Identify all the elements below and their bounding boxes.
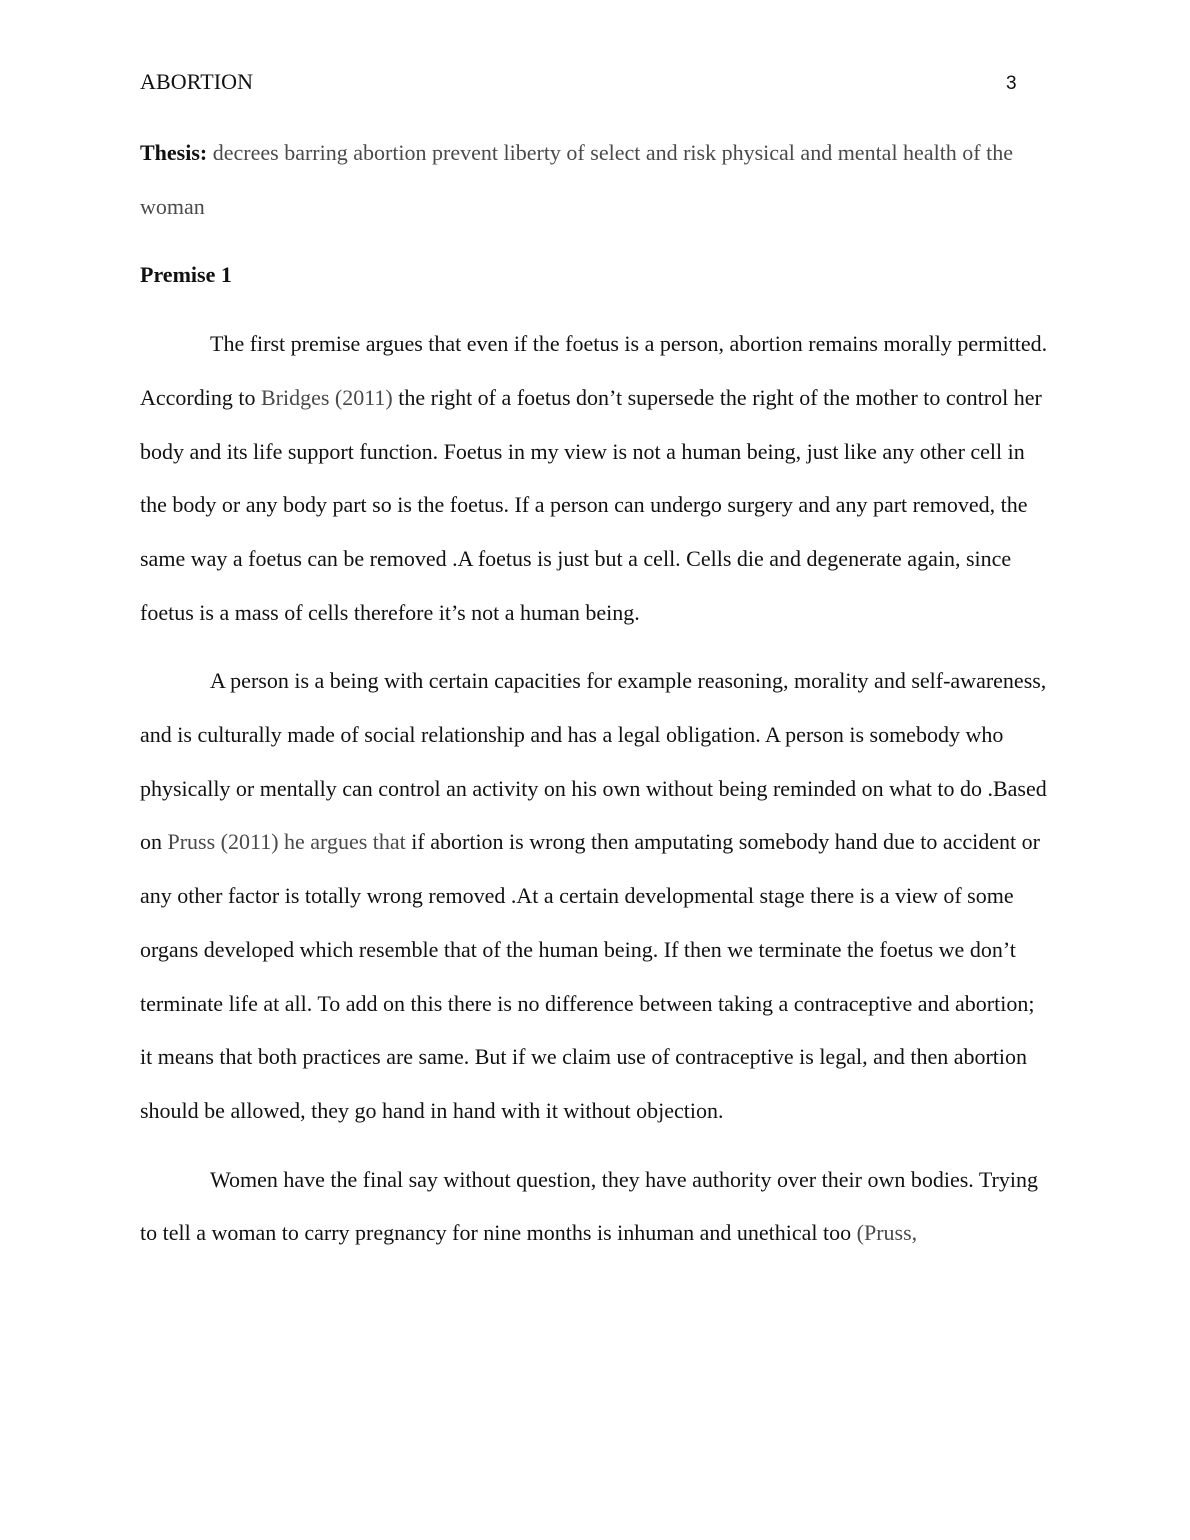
- paragraph-1-citation: Bridges (2011): [260, 384, 393, 410]
- paragraph-2: [140, 654, 1052, 1137]
- thesis-label: Thesis:: [140, 140, 208, 165]
- paragraph-2-text-b: if abortion is wrong then amputating somebody hand due to accident or any other factor is totally wrong removed .At a certain developmental stage there is a view of some organs developed which resemble that of the human being. If then we terminate the foetus we don’t terminate life at all. To add on this there is no difference between taking a contraceptive and abortion; it means that both practices are same. But if we claim use of contraceptive is legal, and then abortion should be allowed, they go hand in hand with it without objection.: [140, 829, 1040, 1123]
- paragraph-1-text-a: The first premise argues that even if the foetus is a person, abortion remains morally permitted. According to: [140, 331, 1048, 410]
- paragraph-2-text-a: A person is a being with certain capacities for example reasoning, morality and self-awareness, and is culturally made of social relationship and has a legal obligation. A person is somebody who physically or mentally can control an activity on his own without being reminded on what to do .Based on: [140, 668, 1047, 855]
- paragraph-1-text-b: the right of a foetus don’t supersede the right of the mother to control her body and its life support function. Foetus in my view is not a human being, just like any other cell in the body or any body part so is the foetus. If a person can undergo surgery and any part removed, the same way a foetus can be removed .A foetus is just but a cell. Cells die and degenerate again, since foetus is a mass of cells therefore it’s not a human being.: [140, 384, 1042, 625]
- page-number: 3: [1006, 73, 1017, 94]
- document-body: [140, 126, 1052, 1275]
- paragraph-1: [140, 317, 1052, 639]
- thesis-text: decrees barring abortion prevent liberty of select and risk physical and mental health of the woman: [140, 140, 1014, 219]
- thesis-statement: [140, 126, 1052, 233]
- paragraph-3: [140, 1153, 1052, 1260]
- premise-heading: Premise 1: [140, 262, 232, 288]
- running-head: ABORTION: [140, 69, 254, 94]
- paragraph-3-text-a: Women have the final say without question, they have authority over their own bodies. Trying to tell a woman to carry pregnancy for nine months is inhuman and unethical too: [140, 1166, 1038, 1246]
- paragraph-3-citation: (Pruss,: [856, 1220, 918, 1246]
- paragraph-2-citation: Pruss (2011) he argues that: [167, 829, 406, 855]
